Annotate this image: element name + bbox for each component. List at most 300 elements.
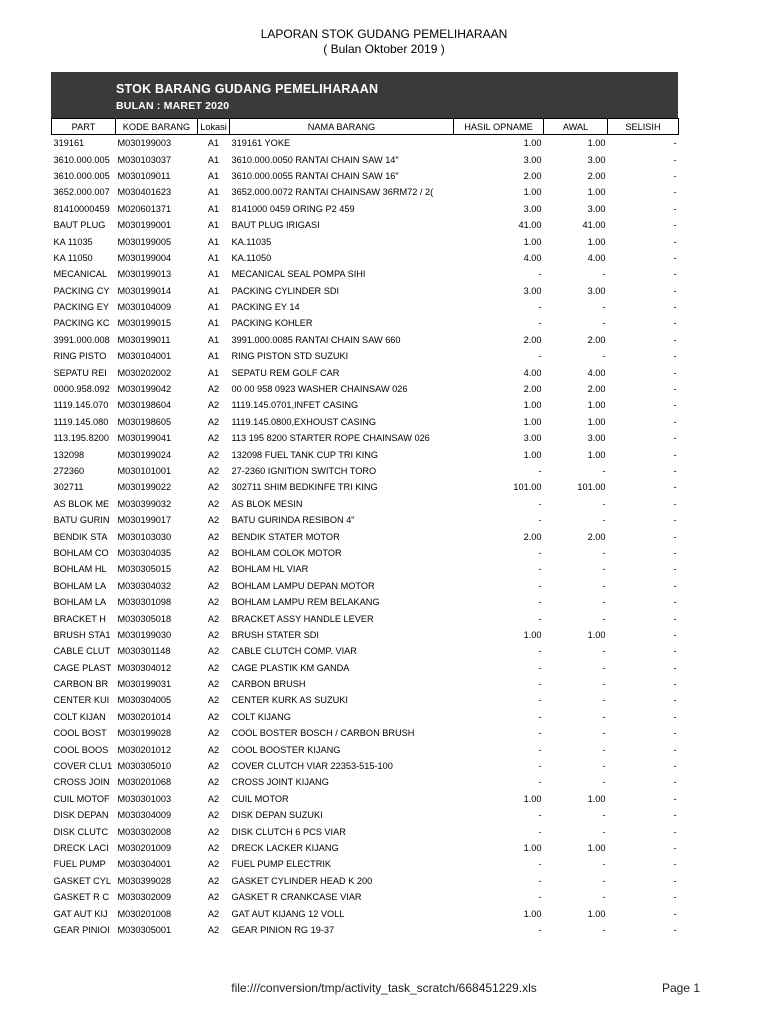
cell-part: 3610.000.005 (53, 154, 110, 165)
cell-hasil-opname: 4.00 (523, 367, 542, 378)
cell-nama-barang: CARBON BRUSH (231, 679, 306, 690)
table-row (52, 168, 679, 184)
column-header-hasil-opname: HASIL OPNAME (454, 119, 544, 135)
cell-awal: - (602, 662, 606, 673)
cell-hasil-opname: - (538, 302, 542, 313)
footer-file-path: file:///conversion/tmp/activity_task_scratch/668451229.xls (231, 981, 537, 995)
cell-nama-barang: 3991.000.0085 RANTAI CHAIN SAW 660 (231, 334, 401, 345)
cell-awal: 1.00 (587, 400, 606, 411)
cell-kode-barang: M030199024 (117, 449, 172, 460)
cell-selisih: - (673, 531, 677, 542)
cell-kode-barang: M030304035 (117, 547, 172, 558)
cell-lokasi: A2 (207, 416, 220, 427)
cell-awal: 1.00 (587, 793, 606, 804)
cell-kode-barang: M030399028 (117, 875, 172, 886)
cell-kode-barang: M030199042 (117, 384, 172, 395)
cell-part: 3652.000.007 (53, 187, 110, 198)
cell-part: GASKET R C (53, 892, 109, 903)
cell-lokasi: A2 (207, 711, 220, 722)
cell-awal: - (602, 695, 606, 706)
table-header-row (52, 119, 679, 135)
cell-hasil-opname: - (538, 826, 542, 837)
cell-nama-barang: DISK DEPAN SUZUKI (231, 810, 323, 821)
cell-awal: 3.00 (587, 433, 606, 444)
cell-awal: - (602, 613, 606, 624)
cell-lokasi: A1 (207, 138, 220, 149)
cell-hasil-opname: 1.00 (523, 236, 542, 247)
cell-part: BAUT PLUG (53, 220, 106, 231)
cell-selisih: - (673, 154, 677, 165)
cell-nama-barang: CAGE PLASTIK KM GANDA (231, 662, 350, 673)
cell-hasil-opname: - (538, 744, 542, 755)
cell-hasil-opname: - (538, 580, 542, 591)
cell-kode-barang: M030202002 (117, 367, 172, 378)
cell-awal: 1.00 (587, 187, 606, 198)
cell-lokasi: A1 (207, 170, 220, 181)
cell-kode-barang: M030199003 (117, 138, 172, 149)
cell-awal: - (602, 711, 606, 722)
cell-kode-barang: M030305018 (117, 613, 172, 624)
cell-kode-barang: M030305010 (117, 761, 172, 772)
cell-nama-barang: COOL BOOSTER KIJANG (231, 744, 341, 755)
cell-nama-barang: CUIL MOTOR (231, 793, 289, 804)
table-row (52, 217, 679, 233)
cell-selisih: - (673, 220, 677, 231)
table-row (52, 283, 679, 299)
cell-part: 302711 (53, 482, 84, 493)
cell-awal: 1.00 (587, 908, 606, 919)
cell-nama-barang: GASKET CYLINDER HEAD K 200 (231, 875, 373, 886)
cell-kode-barang: M030305015 (117, 564, 172, 575)
cell-selisih: - (673, 728, 677, 739)
cell-lokasi: A2 (207, 842, 220, 853)
cell-nama-barang: DRECK LACKER KIJANG (231, 842, 339, 853)
cell-kode-barang: M030201012 (117, 744, 172, 755)
cell-kode-barang: M030301098 (117, 597, 172, 608)
table-row (52, 692, 679, 708)
cell-lokasi: A1 (207, 285, 220, 296)
cell-selisih: - (673, 810, 677, 821)
cell-kode-barang: M030199030 (117, 629, 172, 640)
cell-awal: - (602, 318, 606, 329)
cell-kode-barang: M030304009 (117, 810, 172, 821)
cell-hasil-opname: - (538, 613, 542, 624)
cell-awal: - (602, 728, 606, 739)
cell-selisih: - (673, 416, 677, 427)
cell-selisih: - (673, 498, 677, 509)
table-row (52, 479, 679, 495)
cell-awal: 1.00 (587, 842, 606, 853)
cell-awal: - (602, 892, 606, 903)
cell-kode-barang: M030199005 (117, 236, 172, 247)
cell-kode-barang: M030304001 (117, 859, 172, 870)
cell-awal: 101.00 (577, 482, 606, 493)
cell-part: 1119.145.070 (53, 400, 109, 411)
table-row (52, 496, 679, 512)
cell-nama-barang: AS BLOK MESIN (231, 498, 303, 509)
cell-kode-barang: M030199041 (117, 433, 172, 444)
cell-kode-barang: M030199031 (117, 679, 172, 690)
cell-part: KA 11050 (53, 252, 93, 263)
cell-part: AS BLOK ME (53, 498, 110, 509)
cell-awal: - (602, 924, 606, 935)
cell-part: BOHLAM HL (53, 564, 107, 575)
cell-nama-barang: CABLE CLUTCH COMP. VIAR (231, 646, 357, 657)
cell-selisih: - (673, 466, 677, 476)
cell-nama-barang: 319161 YOKE (231, 138, 291, 149)
cell-lokasi: A2 (207, 531, 220, 542)
cell-part: PACKING CY (53, 285, 110, 296)
cell-awal: 3.00 (587, 203, 606, 214)
cell-nama-barang: 3610.000.0050 RANTAI CHAIN SAW 14" (231, 154, 399, 165)
table-row (52, 315, 679, 331)
cell-nama-barang: GASKET R CRANKCASE VIAR (231, 892, 362, 903)
cell-selisih: - (673, 924, 677, 935)
cell-awal: - (602, 744, 606, 755)
cell-part: 113.195.8200 (53, 433, 110, 444)
cell-part: SEPATU REI (53, 367, 107, 378)
cell-selisih: - (673, 793, 677, 804)
cell-nama-barang: 8141000 0459 ORING P2 459 (231, 203, 355, 214)
cell-hasil-opname: 4.00 (523, 252, 542, 263)
cell-selisih: - (673, 859, 677, 870)
cell-nama-barang: BAUT PLUG IRIGASI (231, 220, 320, 231)
table-row (52, 364, 679, 380)
cell-selisih: - (673, 318, 677, 329)
cell-kode-barang: M030302008 (117, 826, 172, 837)
cell-awal: - (602, 761, 606, 772)
cell-hasil-opname: 2.00 (523, 384, 542, 395)
cell-hasil-opname: - (538, 646, 542, 657)
cell-awal: - (602, 597, 606, 608)
cell-lokasi: A2 (207, 859, 220, 870)
cell-selisih: - (673, 695, 677, 706)
cell-lokasi: A2 (207, 384, 220, 395)
sheet-title: STOK BARANG GUDANG PEMELIHARAAN (116, 82, 379, 96)
cell-lokasi: A2 (207, 777, 220, 788)
cell-awal: - (602, 466, 606, 476)
cell-lokasi: A2 (207, 892, 220, 903)
cell-hasil-opname: 3.00 (523, 433, 542, 444)
cell-hasil-opname: - (538, 859, 542, 870)
column-header-lokasi: Lokasi (198, 119, 230, 135)
cell-lokasi: A1 (207, 302, 220, 313)
cell-part: COOL BOOS (53, 744, 109, 755)
cell-nama-barang: BENDIK STATER MOTOR (231, 531, 340, 542)
cell-selisih: - (673, 613, 677, 624)
cell-part: CABLE CLUT (53, 646, 111, 657)
cell-awal: 1.00 (587, 449, 606, 460)
cell-selisih: - (673, 662, 677, 673)
cell-selisih: - (673, 842, 677, 853)
cell-lokasi: A2 (207, 875, 220, 886)
table-row (52, 709, 679, 725)
cell-lokasi: A2 (207, 466, 220, 476)
cell-selisih: - (673, 203, 677, 214)
cell-hasil-opname: - (538, 498, 542, 509)
cell-nama-barang: DISK CLUTCH 6 PCS VIAR (231, 826, 346, 837)
cell-kode-barang: M030198604 (117, 400, 172, 411)
cell-nama-barang: BOHLAM LAMPU REM BELAKANG (231, 597, 380, 608)
cell-lokasi: A1 (207, 318, 220, 329)
cell-kode-barang: M030199011 (117, 334, 171, 345)
cell-part: BENDIK STA (53, 531, 108, 542)
column-header-nama-barang: NAMA BARANG (230, 119, 454, 135)
cell-part: COVER CLU1 (53, 761, 113, 772)
cell-awal: - (602, 547, 606, 558)
cell-part: KA 11035 (53, 236, 93, 247)
cell-kode-barang: M030301148 (117, 646, 171, 657)
cell-kode-barang: M030399032 (117, 498, 172, 509)
cell-part: BATU GURIN (53, 515, 110, 526)
cell-selisih: - (673, 547, 677, 558)
cell-awal: 4.00 (587, 252, 606, 263)
cell-hasil-opname: - (538, 892, 542, 903)
table-row (52, 201, 679, 217)
cell-part: GAT AUT KIJ (53, 908, 108, 919)
cell-kode-barang: M030201008 (117, 908, 172, 919)
cell-selisih: - (673, 302, 677, 313)
cell-lokasi: A1 (207, 252, 220, 263)
cell-hasil-opname: 101.00 (513, 482, 542, 493)
cell-awal: 1.00 (587, 629, 606, 640)
cell-part: COOL BOST (53, 728, 107, 739)
table-row (52, 299, 679, 315)
table-row (52, 856, 679, 872)
cell-selisih: - (673, 629, 677, 640)
cell-nama-barang: MECANICAL SEAL POMPA SIHI (231, 269, 366, 280)
cell-nama-barang: BATU GURINDA RESIBON 4" (231, 515, 355, 526)
table-row (52, 463, 679, 479)
cell-selisih: - (673, 285, 677, 296)
table-row (52, 151, 679, 167)
cell-awal: - (602, 826, 606, 837)
cell-nama-barang: 1119.145.0701,INFET CASING (231, 400, 359, 411)
cell-hasil-opname: 3.00 (523, 154, 542, 165)
cell-awal: 1.00 (587, 236, 606, 247)
cell-hasil-opname: - (538, 810, 542, 821)
table-row (52, 512, 679, 528)
cell-awal: - (602, 302, 606, 313)
cell-lokasi: A1 (207, 187, 220, 198)
table-row (52, 233, 679, 249)
cell-hasil-opname: - (538, 547, 542, 558)
cell-lokasi: A2 (207, 662, 220, 673)
cell-hasil-opname: 2.00 (523, 531, 542, 542)
table-row (52, 446, 679, 462)
sheet-month: BULAN : MARET 2020 (116, 100, 230, 112)
cell-nama-barang: 302711 SHIM BEDKINFE TRI KING (231, 482, 378, 493)
table-row (52, 758, 679, 774)
table-row (52, 791, 679, 807)
cell-hasil-opname: - (538, 728, 542, 739)
cell-part: 81410000459 (53, 203, 110, 214)
cell-awal: 2.00 (587, 334, 606, 345)
cell-kode-barang: M030198605 (117, 416, 172, 427)
cell-lokasi: A2 (207, 908, 220, 919)
cell-nama-barang: BOHLAM COLOK MOTOR (231, 547, 342, 558)
table-row (52, 873, 679, 889)
cell-lokasi: A1 (207, 334, 220, 345)
cell-kode-barang: M030199013 (117, 269, 172, 280)
cell-selisih: - (673, 711, 677, 722)
cell-part: DISK DEPAN (53, 810, 109, 821)
cell-hasil-opname: - (538, 597, 542, 608)
cell-hasil-opname: 1.00 (523, 138, 542, 149)
column-header-selisih: SELISIH (608, 119, 679, 135)
cell-lokasi: A1 (207, 236, 220, 247)
cell-awal: 3.00 (587, 154, 606, 165)
cell-hasil-opname: - (538, 269, 542, 280)
cell-nama-barang: 3652.000.0072 RANTAI CHAINSAW 36RM72 / 2( (231, 187, 434, 198)
cell-lokasi: A2 (207, 498, 220, 509)
cell-part: 319161 (53, 138, 85, 149)
table-row (52, 397, 679, 413)
cell-hasil-opname: - (538, 695, 542, 706)
cell-awal: - (602, 679, 606, 690)
cell-nama-barang: KA.11035 (231, 236, 272, 247)
table-row (52, 660, 679, 676)
cell-part: PACKING KC (53, 318, 110, 329)
cell-part: GASKET CYL (53, 875, 112, 886)
cell-selisih: - (673, 449, 677, 460)
cell-nama-barang: COVER CLUTCH VIAR 22353-515-100 (231, 761, 393, 772)
cell-nama-barang: BOHLAM LAMPU DEPAN MOTOR (231, 580, 375, 591)
cell-lokasi: A1 (207, 220, 220, 231)
cell-lokasi: A2 (207, 728, 220, 739)
cell-kode-barang: M030201068 (117, 777, 172, 788)
cell-hasil-opname: - (538, 515, 542, 526)
cell-awal: 4.00 (587, 367, 606, 378)
cell-awal: - (602, 859, 606, 870)
cell-hasil-opname: - (538, 711, 542, 722)
table-row (52, 627, 679, 643)
cell-lokasi: A2 (207, 761, 220, 772)
cell-part: FUEL PUMP (53, 859, 106, 870)
cell-part: MECANICAL (53, 269, 108, 280)
cell-kode-barang: M030199015 (117, 318, 172, 329)
table-row (52, 774, 679, 790)
table-row (52, 528, 679, 544)
table-row (52, 430, 679, 446)
cell-hasil-opname: 1.00 (523, 449, 542, 460)
cell-nama-barang: PACKING CYLINDER SDI (231, 285, 340, 296)
cell-lokasi: A2 (207, 613, 220, 624)
cell-nama-barang: 3610.000.0055 RANTAI CHAIN SAW 16" (231, 170, 399, 181)
cell-hasil-opname: - (538, 924, 542, 935)
cell-lokasi: A2 (207, 564, 220, 575)
cell-kode-barang: M030199022 (117, 482, 172, 493)
cell-selisih: - (673, 187, 677, 198)
cell-part: BOHLAM LA (53, 580, 107, 591)
cell-nama-barang: RING PISTON STD SUZUKI (231, 351, 349, 362)
cell-kode-barang: M030304012 (117, 662, 172, 673)
cell-selisih: - (673, 679, 677, 690)
cell-hasil-opname: - (538, 351, 542, 362)
cell-hasil-opname: - (538, 777, 542, 788)
cell-kode-barang: M030304005 (117, 695, 172, 706)
table-row (52, 610, 679, 626)
cell-part: BRACKET H (53, 613, 106, 624)
cell-nama-barang: SEPATU REM GOLF CAR (231, 367, 340, 378)
cell-kode-barang: M030104001 (117, 351, 172, 362)
cell-lokasi: A1 (207, 203, 220, 214)
cell-hasil-opname: 2.00 (523, 334, 542, 345)
table-row (52, 807, 679, 823)
cell-selisih: - (673, 351, 677, 362)
cell-nama-barang: 113 195 8200 STARTER ROPE CHAINSAW 026 (231, 433, 430, 444)
cell-hasil-opname: - (538, 761, 542, 772)
cell-selisih: - (673, 138, 677, 149)
cell-part: 3991.000.008 (53, 334, 110, 345)
cell-awal: - (602, 269, 606, 280)
cell-nama-barang: GEAR PINION RG 19-37 (231, 924, 335, 935)
cell-nama-barang: BRACKET ASSY HANDLE LEVER (231, 613, 374, 624)
cell-hasil-opname: 1.00 (523, 187, 542, 198)
cell-lokasi: A2 (207, 547, 220, 558)
cell-selisih: - (673, 744, 677, 755)
table-row (52, 905, 679, 921)
table-row (52, 594, 679, 610)
cell-selisih: - (673, 433, 677, 444)
cell-selisih: - (673, 170, 677, 181)
cell-awal: - (602, 875, 606, 886)
cell-kode-barang: M020601371 (117, 203, 172, 214)
cell-selisih: - (673, 892, 677, 903)
cell-hasil-opname: - (538, 679, 542, 690)
cell-part: BOHLAM CO (53, 547, 109, 558)
column-header-kode-barang: KODE BARANG (116, 119, 198, 135)
cell-awal: 2.00 (587, 384, 606, 395)
cell-lokasi: A2 (207, 597, 220, 608)
stock-table (51, 118, 679, 938)
table-row (52, 741, 679, 757)
table-row (52, 676, 679, 692)
cell-kode-barang: M030104009 (117, 302, 172, 313)
cell-nama-barang: COLT KIJANG (231, 711, 291, 722)
report-title: LAPORAN STOK GUDANG PEMELIHARAAN (260, 27, 508, 41)
cell-nama-barang: FUEL PUMP ELECTRIK (231, 859, 332, 870)
cell-kode-barang: M030199004 (117, 252, 172, 263)
table-row (52, 332, 679, 348)
table-row (52, 725, 679, 741)
cell-lokasi: A2 (207, 646, 220, 657)
cell-nama-barang: BRUSH STATER SDI (231, 629, 319, 640)
cell-lokasi: A2 (207, 924, 220, 935)
cell-kode-barang: M030301003 (117, 793, 172, 804)
cell-nama-barang: 132098 FUEL TANK CUP TRI KING (231, 449, 379, 460)
cell-selisih: - (673, 597, 677, 608)
cell-part: PACKING EY (53, 302, 109, 313)
cell-kode-barang: M030101001 (117, 466, 172, 476)
cell-hasil-opname: 41.00 (518, 220, 542, 231)
cell-hasil-opname: 1.00 (523, 842, 542, 853)
cell-kode-barang: M030199017 (117, 515, 172, 526)
table-row (52, 889, 679, 905)
cell-kode-barang: M030201014 (117, 711, 172, 722)
table-row (52, 561, 679, 577)
table-row (52, 135, 679, 152)
cell-hasil-opname: 1.00 (523, 629, 542, 640)
cell-hasil-opname: 1.00 (523, 793, 542, 804)
cell-part: RING PISTO (53, 351, 107, 362)
cell-part: CAGE PLAST (53, 662, 112, 673)
cell-selisih: - (673, 564, 677, 575)
cell-awal: - (602, 498, 606, 509)
cell-lokasi: A2 (207, 433, 220, 444)
cell-part: DRECK LACI (53, 842, 109, 853)
cell-selisih: - (673, 646, 677, 657)
